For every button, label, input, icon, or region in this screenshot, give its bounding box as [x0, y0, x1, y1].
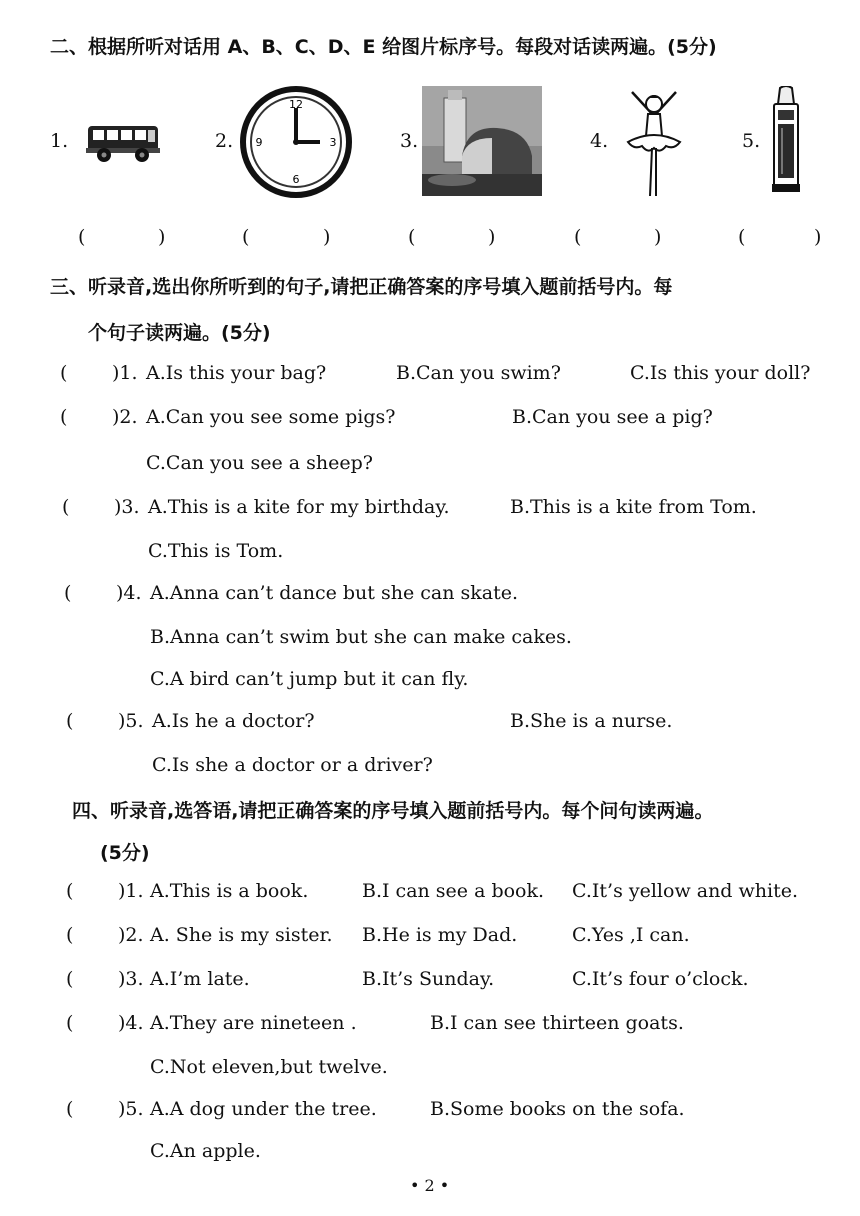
picture-number-4: 4.: [590, 130, 609, 152]
s4-q1-number: )1.: [118, 880, 144, 902]
clock-number-3: 3: [329, 136, 337, 149]
s4-q2-number: )2.: [118, 924, 144, 946]
answer-paren-open-5[interactable]: (: [738, 226, 746, 248]
s3-q2-option-c: C.Can you see a sheep?: [146, 452, 373, 474]
s4-q3-number: )3.: [118, 968, 144, 990]
s3-q5-option-a: A.Is he a doctor?: [152, 710, 315, 732]
section4-heading-line1: 四、听录音,选答语,请把正确答案的序号填入题前括号内。每个问句读两遍。: [72, 800, 714, 822]
s3-q2-option-b: B.Can you see a pig?: [512, 406, 713, 428]
s3-q1-option-c: C.Is this your doll?: [630, 362, 811, 384]
s4-q4-option-c: C.Not eleven,but twelve.: [150, 1056, 388, 1078]
s3-q2-paren[interactable]: (: [60, 406, 68, 428]
s4-q4-option-a: A.They are nineteen .: [150, 1012, 357, 1034]
answer-paren-close-3: ): [488, 226, 496, 248]
s3-q5-option-c: C.Is she a doctor or a driver?: [152, 754, 433, 776]
s3-q5-option-b: B.She is a nurse.: [510, 710, 673, 732]
s3-q4-option-b: B.Anna can’t swim but she can make cakes.: [150, 626, 572, 648]
s3-q4-option-a: A.Anna can’t dance but she can skate.: [150, 582, 518, 604]
s4-q3-option-c: C.It’s four o’clock.: [572, 968, 749, 990]
s4-q4-paren[interactable]: (: [66, 1012, 74, 1034]
s3-q3-option-c: C.This is Tom.: [148, 540, 284, 562]
s4-q1-paren[interactable]: (: [66, 880, 74, 902]
clock-number-6: 6: [292, 173, 300, 186]
s3-q4-option-c: C.A bird can’t jump but it can fly.: [150, 668, 469, 690]
s3-q4-paren[interactable]: (: [64, 582, 72, 604]
s3-q5-number: )5.: [118, 710, 144, 732]
s3-q1-paren[interactable]: (: [60, 362, 68, 384]
section4-heading-line2: (5分): [100, 842, 150, 864]
s3-q3-option-b: B.This is a kite from Tom.: [510, 496, 757, 518]
s4-q4-option-b: B.I can see thirteen goats.: [430, 1012, 684, 1034]
bread-milk-icon: [422, 86, 542, 196]
s3-q1-option-a: A.Is this your bag?: [146, 362, 327, 384]
s4-q3-paren[interactable]: (: [66, 968, 74, 990]
answer-paren-open-4[interactable]: (: [574, 226, 582, 248]
s4-q1-option-b: B.I can see a book.: [362, 880, 545, 902]
s4-q3-option-a: A.I’m late.: [150, 968, 250, 990]
s4-q1-option-a: A.This is a book.: [150, 880, 309, 902]
picture-number-1: 1.: [50, 130, 69, 152]
s4-q4-number: )4.: [118, 1012, 144, 1034]
s4-q2-option-c: C.Yes ,I can.: [572, 924, 690, 946]
s4-q1-option-c: C.It’s yellow and white.: [572, 880, 799, 902]
answer-paren-open-1[interactable]: (: [78, 226, 86, 248]
clock-icon: [240, 86, 352, 198]
s4-q5-option-a: A.A dog under the tree.: [150, 1098, 377, 1120]
s4-q2-option-a: A. She is my sister.: [150, 924, 333, 946]
bus-icon: [86, 122, 162, 164]
picture-number-3: 3.: [400, 130, 419, 152]
s3-q3-number: )3.: [114, 496, 140, 518]
section3-heading-line2: 个句子读两遍。(5分): [88, 322, 271, 344]
s4-q5-paren[interactable]: (: [66, 1098, 74, 1120]
s4-q3-option-b: B.It’s Sunday.: [362, 968, 495, 990]
answer-paren-open-2[interactable]: (: [242, 226, 250, 248]
s3-q4-number: )4.: [116, 582, 142, 604]
answer-paren-close-1: ): [158, 226, 166, 248]
answer-paren-close-5: ): [814, 226, 822, 248]
ballerina-icon: [618, 84, 690, 202]
s3-q2-number: )2.: [112, 406, 138, 428]
s3-q5-paren[interactable]: (: [66, 710, 74, 732]
crayon-icon: [768, 86, 804, 196]
s4-q2-paren[interactable]: (: [66, 924, 74, 946]
page-number: • 2 •: [410, 1176, 450, 1195]
s3-q2-option-a: A.Can you see some pigs?: [146, 406, 396, 428]
s3-q3-option-a: A.This is a kite for my birthday.: [148, 496, 450, 518]
answer-paren-close-4: ): [654, 226, 662, 248]
clock-number-12: 12: [289, 98, 303, 111]
clock-number-9: 9: [255, 136, 263, 149]
s4-q5-number: )5.: [118, 1098, 144, 1120]
picture-number-5: 5.: [742, 130, 761, 152]
answer-paren-open-3[interactable]: (: [408, 226, 416, 248]
s4-q5-option-b: B.Some books on the sofa.: [430, 1098, 685, 1120]
section2-heading: 二、根据所听对话用 A、B、C、D、E 给图片标序号。每段对话读两遍。(5分): [50, 36, 717, 58]
section3-heading-line1: 三、听录音,选出你所听到的句子,请把正确答案的序号填入题前括号内。每: [50, 276, 673, 298]
s4-q2-option-b: B.He is my Dad.: [362, 924, 518, 946]
s4-q5-option-c: C.An apple.: [150, 1140, 261, 1162]
s3-q3-paren[interactable]: (: [62, 496, 70, 518]
picture-number-2: 2.: [215, 130, 234, 152]
s3-q1-option-b: B.Can you swim?: [396, 362, 561, 384]
answer-paren-close-2: ): [323, 226, 331, 248]
s3-q1-number: )1.: [112, 362, 138, 384]
